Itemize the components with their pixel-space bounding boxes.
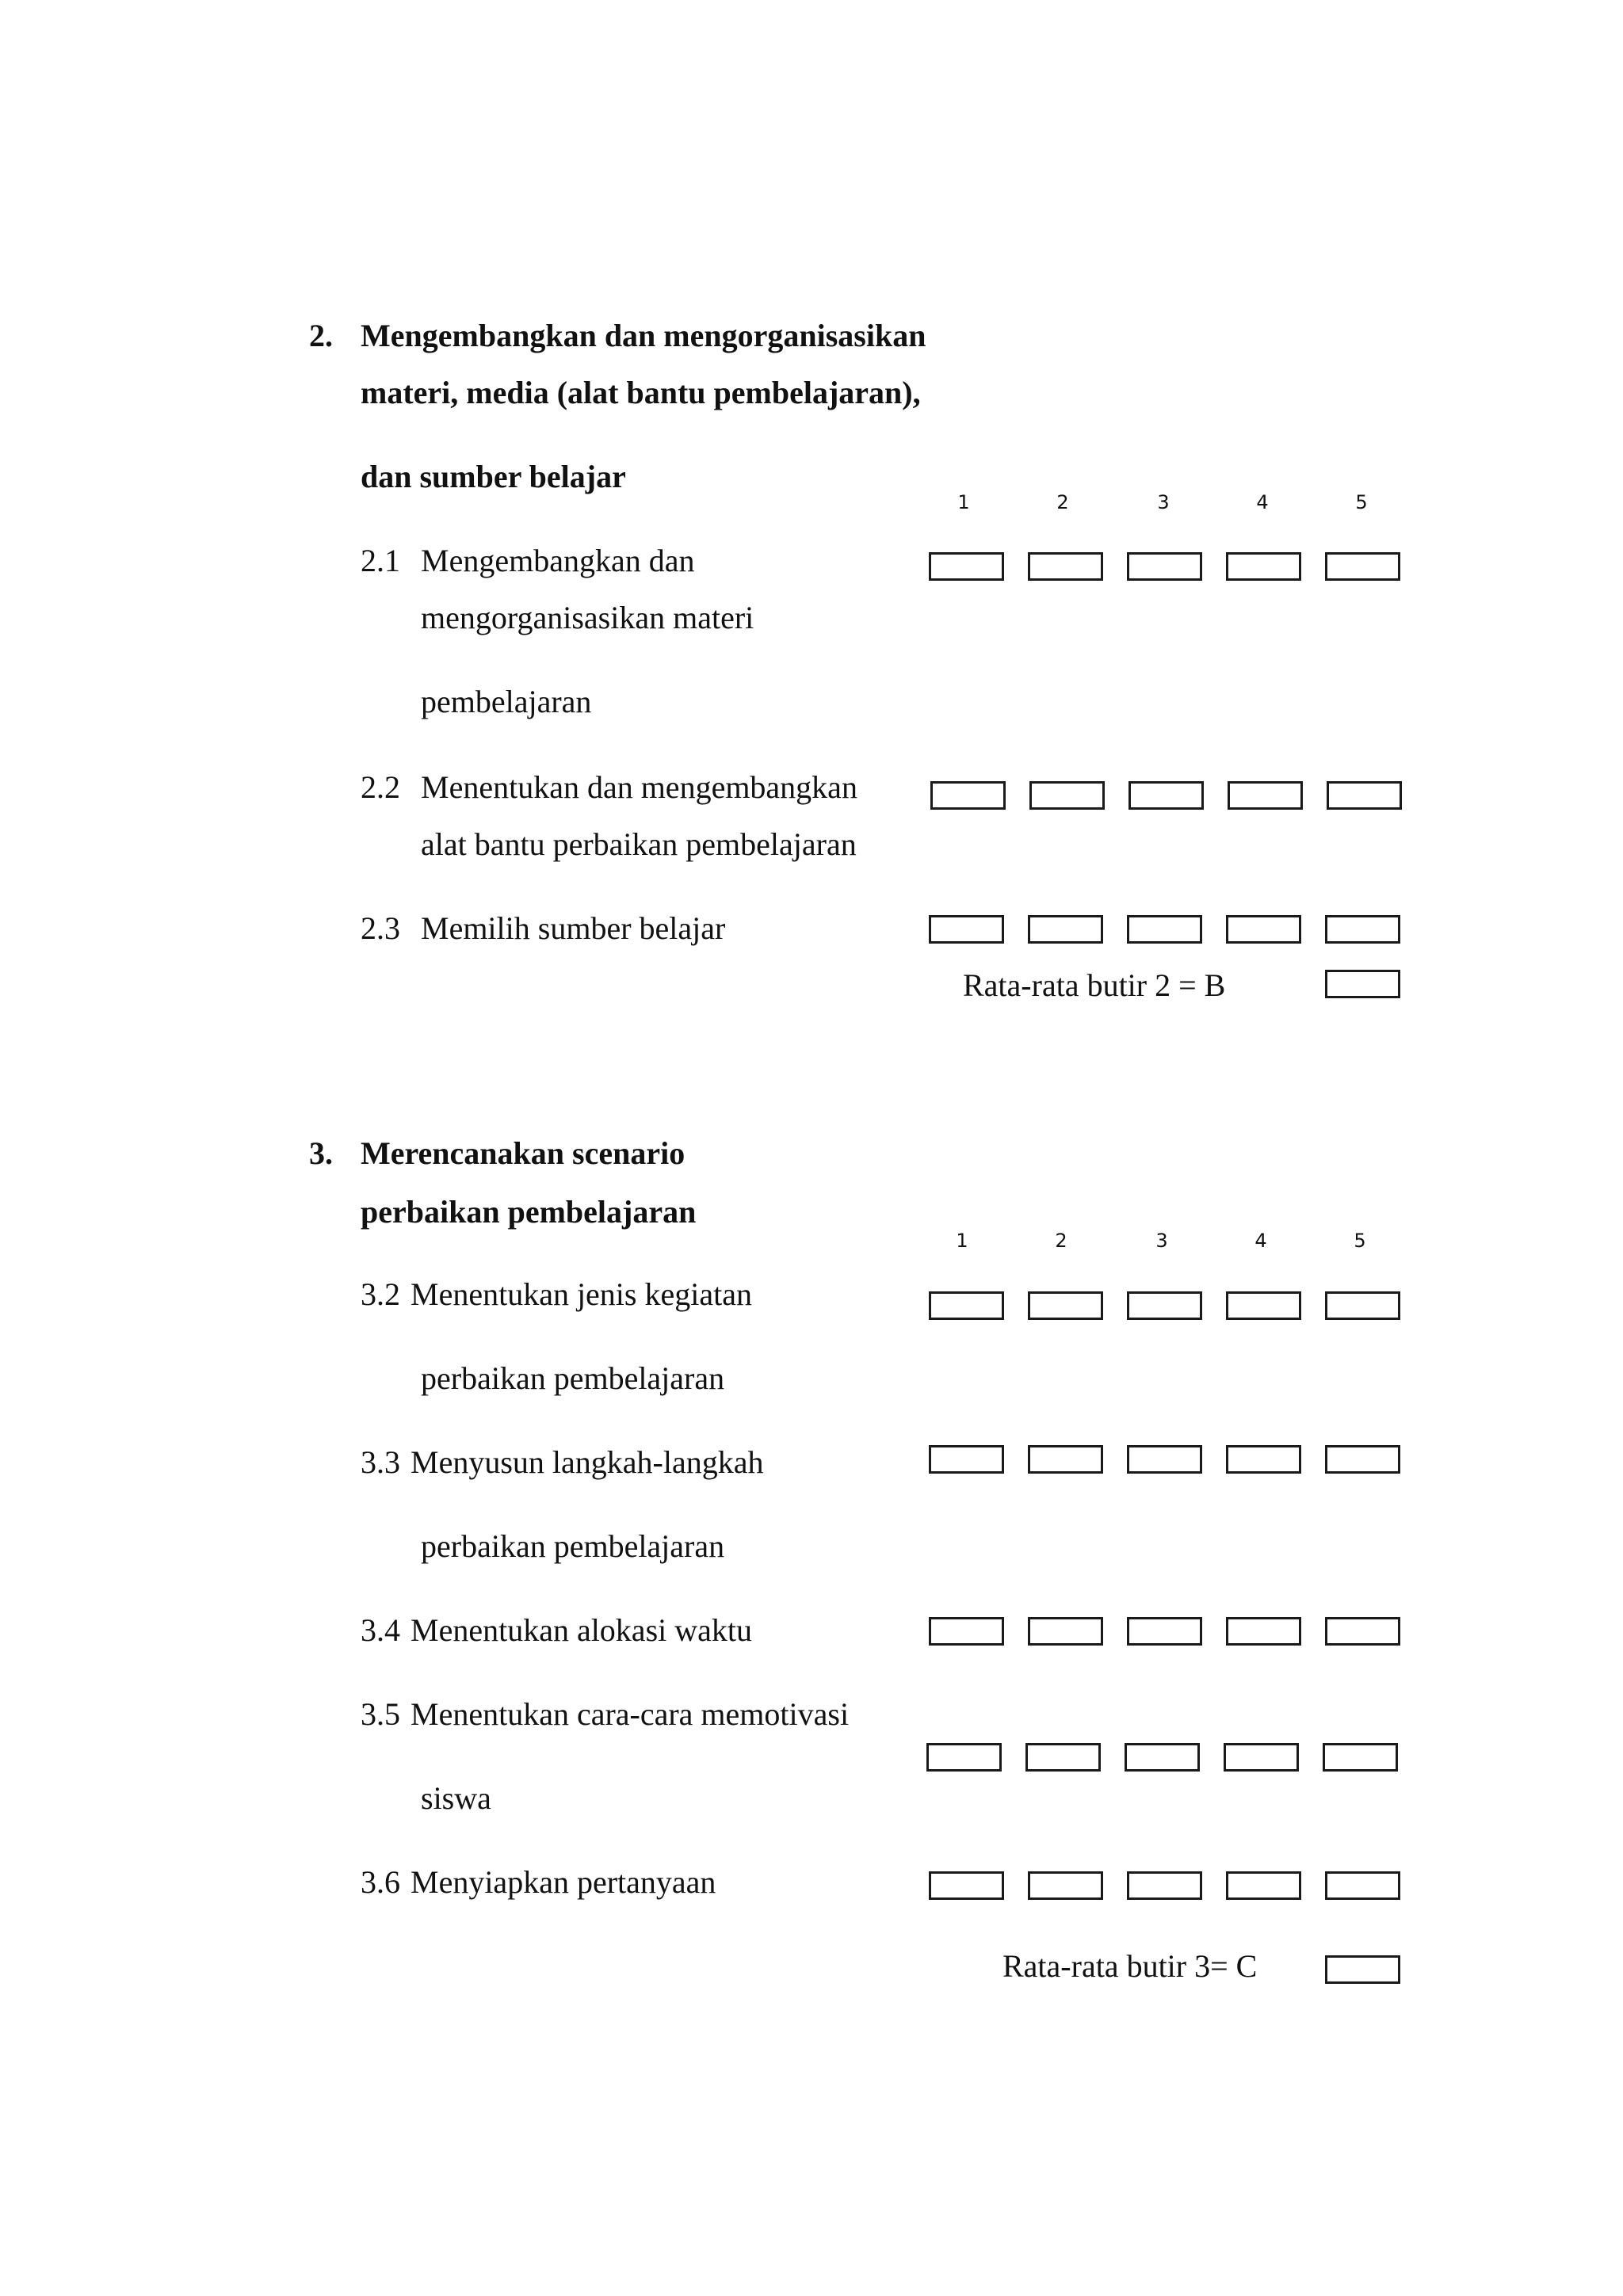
scale-label-1: 1 <box>957 491 970 513</box>
item-number: 3.2 <box>361 1276 400 1312</box>
item-text-line-1: Mengembangkan dan <box>421 543 695 578</box>
rating-box-3[interactable] <box>1127 1291 1202 1320</box>
rating-box-2[interactable] <box>1028 915 1103 944</box>
rating-box-3[interactable] <box>1128 781 1204 810</box>
rating-box-1[interactable] <box>929 552 1004 581</box>
item-text-line-1: Menentukan jenis kegiatan <box>411 1276 752 1312</box>
rating-box-5[interactable] <box>1325 1445 1400 1474</box>
average-box[interactable] <box>1325 1955 1400 1984</box>
scale-label-2: 2 <box>1056 491 1069 513</box>
rating-box-5[interactable] <box>1325 915 1400 944</box>
item-text-line-2: siswa <box>421 1780 491 1816</box>
rating-box-3[interactable] <box>1127 1617 1202 1646</box>
rating-box-2[interactable] <box>1029 781 1105 810</box>
section-number: 3. <box>309 1135 333 1171</box>
scale-label-3: 3 <box>1155 1230 1168 1252</box>
item-text-line-2: alat bantu perbaikan pembelajaran <box>421 826 857 862</box>
item-text-line-1: Memilih sumber belajar <box>421 910 726 946</box>
item-text-line-3: pembelajaran <box>421 684 592 719</box>
item-number: 3.3 <box>361 1444 400 1480</box>
rating-box-5[interactable] <box>1327 781 1402 810</box>
rating-box-4[interactable] <box>1226 1445 1301 1474</box>
rating-box-3[interactable] <box>1127 915 1202 944</box>
section-title-line-1: Merencanakan scenario <box>361 1135 685 1171</box>
average-box[interactable] <box>1325 970 1400 998</box>
rating-box-3[interactable] <box>1127 552 1202 581</box>
scale-label-1: 1 <box>956 1230 968 1252</box>
item-text-line-1: Menentukan cara-cara memotivasi <box>411 1696 850 1732</box>
scale-label-2: 2 <box>1055 1230 1067 1252</box>
rating-box-1[interactable] <box>929 1445 1004 1474</box>
rating-box-2[interactable] <box>1028 1617 1103 1646</box>
rating-box-5[interactable] <box>1323 1743 1398 1772</box>
rating-box-3[interactable] <box>1127 1871 1202 1900</box>
rating-box-1[interactable] <box>926 1743 1002 1772</box>
rating-box-4[interactable] <box>1226 915 1301 944</box>
average-label: Rata-rata butir 3= C <box>1002 1948 1258 1984</box>
rating-box-1[interactable] <box>929 1291 1004 1320</box>
rating-box-4[interactable] <box>1226 1871 1301 1900</box>
section-title-line-3: dan sumber belajar <box>361 459 626 494</box>
rating-box-5[interactable] <box>1325 1617 1400 1646</box>
item-number: 3.6 <box>361 1864 400 1900</box>
scale-label-3: 3 <box>1157 491 1170 513</box>
item-text-line-1: Menentukan dan mengembangkan <box>421 769 857 805</box>
item-number: 3.4 <box>361 1612 400 1648</box>
rating-box-4[interactable] <box>1226 552 1301 581</box>
rating-box-2[interactable] <box>1028 1445 1103 1474</box>
rating-box-2[interactable] <box>1028 1871 1103 1900</box>
rating-box-2[interactable] <box>1028 1291 1103 1320</box>
section-title-line-2: perbaikan pembelajaran <box>361 1194 697 1230</box>
rating-box-5[interactable] <box>1325 552 1400 581</box>
item-number: 2.1 <box>361 543 400 578</box>
rating-box-1[interactable] <box>929 1617 1004 1646</box>
item-text-line-2: mengorganisasikan materi <box>421 600 754 635</box>
item-number: 2.2 <box>361 769 400 805</box>
rating-box-5[interactable] <box>1325 1871 1400 1900</box>
rating-box-1[interactable] <box>929 915 1004 944</box>
rating-box-4[interactable] <box>1224 1743 1299 1772</box>
rating-box-1[interactable] <box>929 1871 1004 1900</box>
item-number: 3.5 <box>361 1696 400 1732</box>
section-title-line-2: materi, media (alat bantu pembelajaran), <box>361 375 921 410</box>
item-number: 2.3 <box>361 910 400 946</box>
scale-label-4: 4 <box>1256 491 1269 513</box>
rating-box-4[interactable] <box>1226 1291 1301 1320</box>
item-text-line-2: perbaikan pembelajaran <box>421 1360 725 1396</box>
section-number: 2. <box>309 318 333 353</box>
rating-box-3[interactable] <box>1125 1743 1200 1772</box>
rating-box-4[interactable] <box>1226 1617 1301 1646</box>
item-text-line-1: Menyusun langkah-langkah <box>411 1444 764 1480</box>
rating-box-3[interactable] <box>1127 1445 1202 1474</box>
scale-label-4: 4 <box>1254 1230 1267 1252</box>
rating-box-1[interactable] <box>930 781 1006 810</box>
item-text-line-1: Menentukan alokasi waktu <box>411 1612 752 1648</box>
rating-box-2[interactable] <box>1028 552 1103 581</box>
section-title-line-1: Mengembangkan dan mengorganisasikan <box>361 318 926 353</box>
average-label: Rata-rata butir 2 = B <box>963 967 1226 1003</box>
scale-label-5: 5 <box>1355 491 1368 513</box>
rating-box-2[interactable] <box>1025 1743 1101 1772</box>
item-text-line-1: Menyiapkan pertanyaan <box>411 1864 716 1900</box>
rating-box-4[interactable] <box>1228 781 1303 810</box>
item-text-line-2: perbaikan pembelajaran <box>421 1528 725 1564</box>
scale-label-5: 5 <box>1354 1230 1366 1252</box>
rating-box-5[interactable] <box>1325 1291 1400 1320</box>
